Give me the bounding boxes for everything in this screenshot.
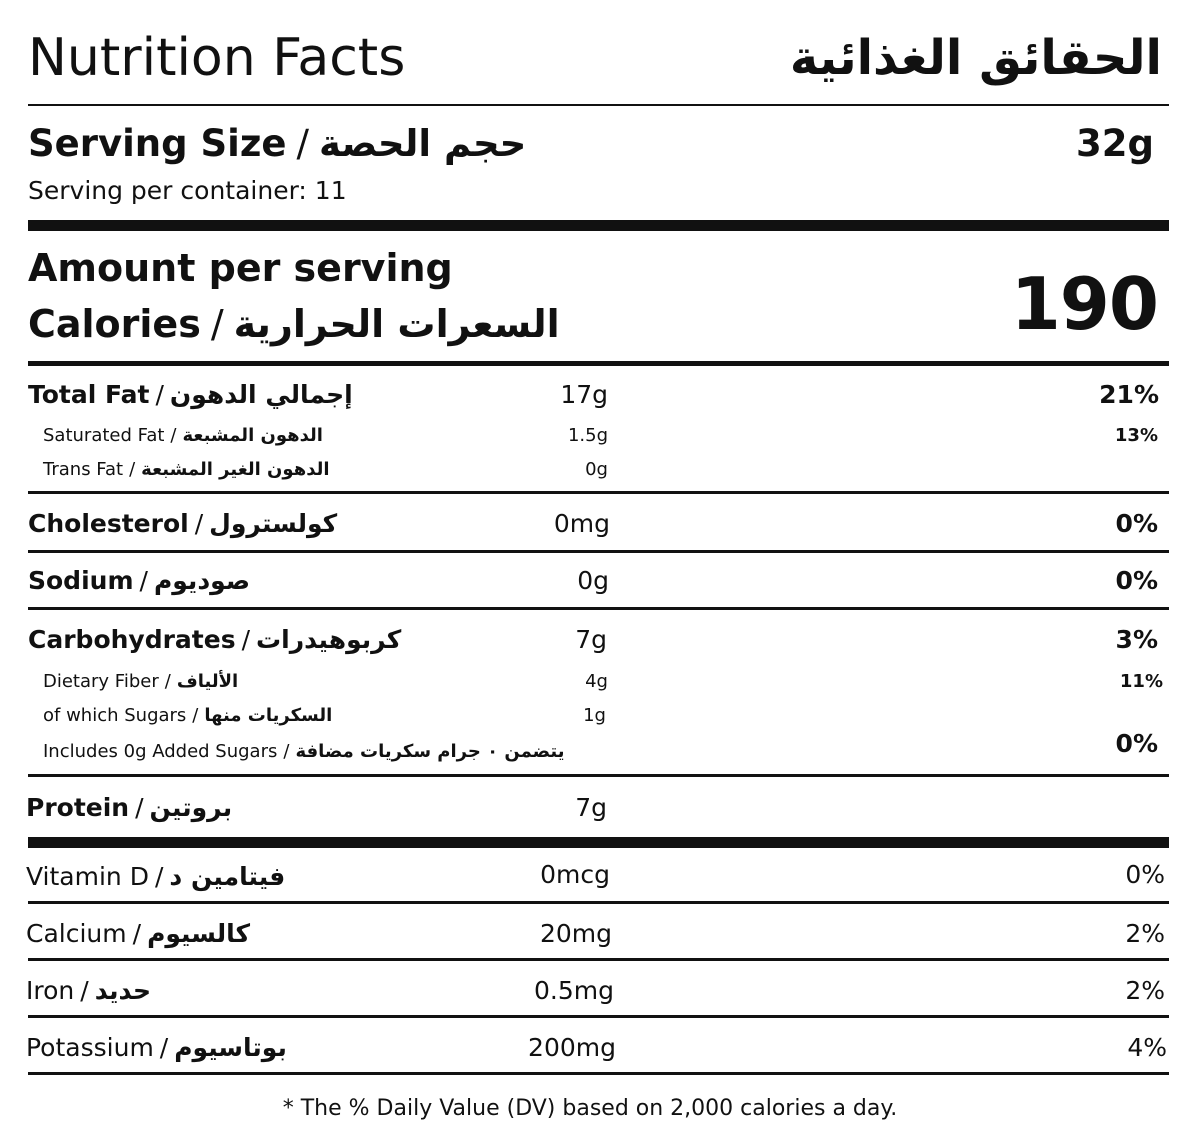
added-sugars-dv: 0% [1115, 729, 1158, 758]
divider-header [28, 104, 1169, 106]
calories-label-ar: السعرات الحرارية [233, 302, 560, 346]
sugars-en: of which Sugars [43, 705, 187, 726]
carbohydrates-ar: كربوهيدرات [256, 625, 402, 654]
serving-size-label-ar: حجم الحصة [318, 122, 527, 165]
iron-amount: 0.5mg [534, 976, 614, 1005]
divider [28, 901, 1169, 904]
calories-value: 190 [1010, 262, 1158, 346]
calcium-ar: كالسيوم [147, 919, 251, 948]
separator: / [283, 741, 290, 762]
calories-label [28, 298, 560, 350]
potassium-dv: 4% [1127, 1033, 1167, 1062]
nutrient-label-carbohydrates [28, 623, 401, 657]
amount-per-serving-label: Amount per serving [28, 246, 453, 290]
sugars-ar: السكريات منها [204, 705, 333, 726]
separator: / [129, 459, 136, 480]
daily-value-footnote: * The % Daily Value (DV) based on 2,000 calories a day. [282, 1096, 898, 1121]
potassium-ar: بوتاسيوم [174, 1033, 287, 1062]
serving-size-label [28, 120, 526, 168]
separator: / [194, 509, 204, 538]
protein-en: Protein [26, 793, 130, 822]
divider [28, 491, 1169, 494]
nutrient-label-iron [26, 974, 151, 1008]
divider-bottom [28, 1072, 1169, 1075]
separator: / [210, 302, 224, 346]
separator: / [170, 425, 177, 446]
separator: / [241, 625, 251, 654]
title-arabic: الحقائق الغذائية [789, 30, 1162, 86]
divider [28, 958, 1169, 961]
added-sugars-en: Includes 0g Added Sugars [43, 741, 278, 762]
sugars-amount: 1g [583, 705, 606, 726]
vitamin-d-ar: فيتامين د [169, 862, 286, 891]
divider-thick-1 [28, 220, 1169, 231]
sodium-en: Sodium [28, 566, 134, 595]
total-fat-en: Total Fat [28, 380, 150, 409]
separator: / [159, 1033, 169, 1062]
divider-thick-3 [28, 837, 1169, 848]
nutrient-label-added-sugars [43, 739, 564, 765]
protein-ar: بروتين [149, 793, 233, 822]
potassium-amount: 200mg [528, 1033, 616, 1062]
separator: / [155, 380, 164, 409]
nutrient-label-potassium [26, 1031, 287, 1065]
vitamin-d-amount: 0mcg [540, 860, 610, 889]
cholesterol-amount: 0mg [553, 509, 610, 538]
vitamin-d-en: Vitamin D [26, 862, 149, 891]
sodium-dv: 0% [1115, 566, 1158, 595]
divider [28, 1015, 1169, 1018]
nutrient-label-saturated-fat [43, 423, 323, 449]
nutrient-label-cholesterol [28, 507, 337, 541]
divider [28, 550, 1169, 553]
carbohydrates-en: Carbohydrates [28, 625, 236, 654]
nutrient-label-trans-fat [43, 457, 330, 483]
carbohydrates-dv: 3% [1115, 625, 1158, 654]
trans-fat-ar: الدهون الغير المشبعة [141, 459, 330, 480]
saturated-fat-en: Saturated Fat [43, 425, 165, 446]
separator: / [139, 566, 148, 595]
sodium-ar: صوديوم [153, 566, 250, 595]
total-fat-amount: 17g [560, 380, 608, 409]
cholesterol-ar: كولسترول [209, 509, 338, 538]
separator: / [80, 976, 89, 1005]
servings-per-container: Serving per container: 11 [28, 176, 347, 205]
nutrient-label-calcium [26, 917, 250, 951]
trans-fat-amount: 0g [585, 459, 608, 480]
calcium-amount: 20mg [539, 919, 612, 948]
trans-fat-en: Trans Fat [43, 459, 124, 480]
separator: / [164, 671, 171, 692]
nutrient-label-sugars [43, 703, 332, 729]
title-english: Nutrition Facts [28, 28, 406, 88]
nutrient-label-protein [26, 791, 232, 825]
separator: / [154, 862, 164, 891]
potassium-en: Potassium [26, 1033, 154, 1062]
calcium-dv: 2% [1125, 919, 1165, 948]
divider [28, 607, 1169, 610]
separator: / [132, 919, 142, 948]
divider-thick-2 [28, 361, 1169, 366]
calories-label-en: Calories [28, 302, 201, 346]
serving-size-label-en: Serving Size [28, 122, 287, 165]
total-fat-ar: إجمالي الدهون [169, 380, 353, 409]
dietary-fiber-dv: 11% [1119, 671, 1163, 692]
dietary-fiber-en: Dietary Fiber [43, 671, 159, 692]
iron-dv: 2% [1125, 976, 1165, 1005]
total-fat-dv: 21% [1099, 380, 1159, 409]
separator: / [296, 122, 309, 165]
iron-ar: حديد [94, 976, 151, 1005]
saturated-fat-ar: الدهون المشبعة [182, 425, 323, 446]
divider [28, 774, 1169, 777]
saturated-fat-amount: 1.5g [567, 425, 608, 446]
nutrient-label-dietary-fiber [43, 669, 238, 695]
dietary-fiber-ar: الألياف [176, 671, 239, 692]
sodium-amount: 0g [577, 566, 609, 595]
nutrient-label-sodium [28, 564, 250, 598]
added-sugars-ar: يتضمن ٠ جرام سكريات مضافة [295, 741, 565, 762]
separator: / [135, 793, 144, 822]
dietary-fiber-amount: 4g [585, 671, 608, 692]
iron-en: Iron [26, 976, 75, 1005]
carbohydrates-amount: 7g [575, 625, 607, 654]
protein-amount: 7g [575, 793, 607, 822]
serving-size-value: 32g [1076, 122, 1154, 165]
calcium-en: Calcium [26, 919, 127, 948]
cholesterol-en: Cholesterol [28, 509, 189, 538]
nutrient-label-vitamin-d [26, 860, 285, 894]
cholesterol-dv: 0% [1115, 509, 1158, 538]
saturated-fat-dv: 13% [1114, 425, 1158, 446]
separator: / [192, 705, 199, 726]
vitamin-d-dv: 0% [1125, 860, 1165, 889]
nutrient-label-total-fat [28, 378, 353, 412]
